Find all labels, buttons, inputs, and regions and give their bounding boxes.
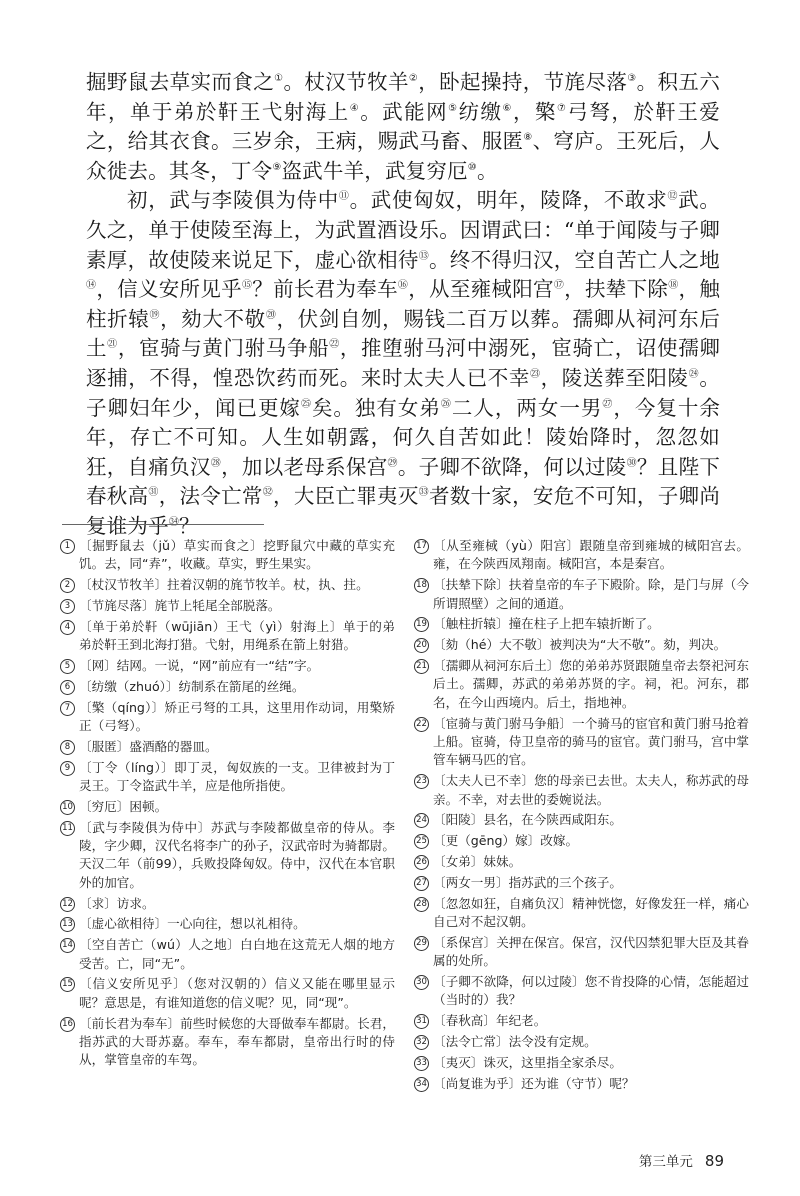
paragraph-2 [86,186,720,541]
text-run: ，今复十余年，存亡不可知。人生如朝露，何久自苦如此！陵始降时，忽忽如狂，自痛负汉 [86,395,721,479]
footnote-text: 〔两女一男〕指苏武的三个孩子。 [433,874,622,890]
footnote-marker: ㉒ [329,339,340,351]
paragraph-1 [86,68,720,186]
footnote-marker: ㉚ [626,457,637,469]
footnote-marker: ⑰ [553,280,565,292]
footnote-number: 16 [60,1017,75,1032]
footnote-item [60,597,395,615]
text-run: ，加以老母系保宫 [221,454,388,479]
footnote-marker: ⑭ [86,280,97,292]
page-number: 89 [704,1152,724,1170]
footnote-item [414,1075,749,1093]
footnote-marker: ④ [349,102,361,114]
text-run: 。积五六年，单于弟於靬王弋射海上 [86,70,721,124]
footnote-item [60,819,395,893]
footnote-number: 32 [414,1035,429,1050]
footnote-item [60,657,395,675]
footnote-text: 〔夷灭〕诛灭，这里指全家杀尽。 [433,1054,622,1070]
text-run: ，卧起操持，节旄尽落 [418,70,628,94]
footnote-text: 〔穷厄〕困顿。 [79,798,168,814]
footnote-text: 〔春秋高〕年纪老。 [433,1013,547,1029]
text-run: 。 [476,158,498,183]
footnote-item [414,895,749,932]
footnote-text: 〔空自苦亡（wú）人之地〕白白地在这荒无人烟的地方受苦。亡，同“无”。 [79,937,395,971]
footnote-number: 29 [414,936,429,951]
footnote-text: 〔节旄尽落〕旄节上牦尾全部脱落。 [79,598,281,613]
footnote-divider [62,524,264,525]
text-run: 初，武与李陵俱为侍中 [127,188,339,213]
footnote-text: 〔服匿〕盛酒酪的器皿。 [79,738,218,754]
footnote-number: 33 [414,1056,429,1071]
footnote-item [60,915,395,933]
footnote-number: 20 [414,638,429,653]
footnote-number: 5 [60,659,75,674]
footnote-item [60,699,395,736]
footnote-text: 〔武与李陵俱为侍中〕苏武与李陵都做皇帝的侍从。李陵，字少卿，汉代名将李广的孙子，汉武帝时为骑都尉。天汉二年（前99），兵败投降匈奴。侍中，汉代在本官职外的加官。 [79,819,395,890]
footnote-text: 〔太夫人已不幸〕您的母亲已去世。太夫人，称苏武的母亲。不幸，对去世的委婉说法。 [433,773,749,807]
footnote-number: 21 [414,659,429,674]
text-run: 掘野鼠去草实而食之 [86,70,275,94]
footnote-marker: ㉑ [107,339,118,351]
footnote-text: 〔触柱折辕〕撞在柱子上把车辕折断了。 [433,616,660,632]
footnote-text: 〔前长君为奉车〕前些时候您的大哥做奉车都尉。长君，指苏武的大哥苏嘉。奉车，奉车都尉，皇帝出行时的侍从，掌管皇帝的车驾。 [79,1015,395,1068]
text-run: 纺缴 [458,99,503,124]
text-run: 、穹庐。王死后，人众徙去。其冬，丁令 [86,129,720,183]
footnote-item [60,618,395,655]
footnote-item [414,874,749,892]
text-run: ，推堕驸马河中溺死，宦骑亡，诏使孺卿逐捕，不得，惶恐饮药而死。来时太夫人已不幸 [86,336,721,390]
footnote-number: 27 [414,876,429,891]
text-run: 弓弩，於靬王爱之，给其衣食。三岁余，王病，赐武马畜、服匿 [86,99,720,154]
footnote-item [414,537,749,574]
footnote-text: 〔劾（hé）大不敬〕被判决为“大不敬”。劾，判决。 [433,637,727,653]
footnote-item [414,853,749,871]
footnote-item [414,973,749,1010]
text-run: ，从至雍棫阳宫 [408,277,554,302]
text-run: ，陵送葬至阳陵 [540,365,689,390]
footnote-number: 8 [60,740,75,755]
footnote-marker: ㉔ [688,369,700,381]
footnote-item [60,975,395,1012]
footnote-text: 〔忽忽如狂，自痛负汉〕精神恍惚，好像发狂一样，痛心自己对不起汉朝。 [433,895,749,930]
footnote-item [414,715,749,770]
footnote-text: 〔求〕访求。 [79,895,155,911]
footnote-marker: ③ [627,73,637,85]
footnote-marker: ㉗ [602,398,614,410]
footnote-item [414,832,749,850]
footnote-item [414,811,749,829]
footnote-text: 〔虚心欲相待〕一心向往，想以礼相待。 [79,916,306,932]
text-run: 。武能网 [360,99,449,124]
footnote-marker: ⑫ [667,191,679,203]
text-run: 者数十家，安危不可知，子卿尚复谁为乎 [86,484,721,538]
footnote-text: 〔扶辇下除〕扶着皇帝的车子下殿阶。除，是门与屏（今所谓照壁）之间的通道。 [433,577,749,611]
footnote-number: 10 [60,800,75,815]
footnote-marker: ① [274,73,284,85]
notes-left-column [60,537,395,1072]
footnote-marker: ㉕ [300,398,312,410]
footnote-number: 7 [60,701,75,716]
text-run: 。子卿妇年少，闻已更嫁 [86,365,721,420]
footnote-marker: ㉖ [440,398,452,410]
footnote-number: 13 [60,917,75,932]
text-run: 。子卿不欲降，何以过陵 [397,454,627,479]
footnote-marker: ⑲ [149,309,161,321]
footnote-number: 2 [60,578,75,593]
footnote-marker: ② [408,73,419,85]
footnote-number: 4 [60,620,75,635]
footnote-number: 18 [414,578,429,593]
text-run: ？ [179,513,200,538]
footnote-number: 14 [60,938,75,953]
footnote-item [414,1012,749,1030]
footnote-text: 〔网〕结网。一说，“网”前应有一“结”字。 [79,658,320,673]
text-run: 。杖汉节牧羊 [283,70,409,94]
text-run: ，大臣亡罪夷灭 [273,484,419,509]
notes-right-column [414,537,749,1095]
footnote-item [414,934,749,971]
footnote-item [60,798,395,816]
footnote-number: 11 [60,821,75,836]
footnote-text: 〔纺缴（zhuó）〕纺制系在箭尾的丝绳。 [79,678,305,694]
footnote-text: 〔丁令（líng）〕即丁灵，匈奴族的一支。卫律被封为丁灵王。丁令盗武牛羊，应是他所指使。 [79,759,395,793]
footnote-marker: ㉘ [210,457,222,469]
footnote-number: 17 [414,539,429,554]
footnote-number: 15 [60,977,75,992]
footnote-item [414,615,749,633]
footnote-marker: ⑤ [448,102,459,114]
footnote-number: 30 [414,975,429,990]
footnote-text: 〔系保宫〕关押在保宫。保宫，汉代囚禁犯罪大臣及其眷属的处所。 [433,934,749,969]
footnote-marker: ⑨ [272,161,282,173]
page-footer [639,1150,724,1170]
footnote-marker: ㉝ [418,487,429,499]
footnote-item [60,936,395,973]
footnote-number: 22 [414,717,429,732]
footnote-item [414,772,749,809]
footnote-text: 〔更（gēng）嫁〕改嫁。 [433,833,579,849]
text-run: 。终不得归汉，空自苦亡人之地 [428,247,720,272]
footnote-item [60,576,395,594]
footnote-marker: ⑧ [523,132,533,144]
footnote-marker: ㉙ [387,457,398,469]
footnote-text: 〔信义安所见乎〕（您对汉朝的）信义又能在哪里显示呢？意思是，有谁知道您的信义呢？见，同“现”。 [79,976,395,1010]
footnote-text: 〔法令亡常〕法令没有定规。 [433,1034,597,1050]
footnote-item [60,895,395,913]
text-run: ，宦骑与黄门驸马争船 [117,336,330,361]
footnote-item [60,738,395,756]
text-run: ，檠 [513,99,557,124]
text-run: 二人，两女一男 [451,395,603,420]
footnote-marker: ⑦ [556,102,568,114]
footnote-text: 〔掘野鼠去（jǔ）草实而食之〕挖野鼠穴中藏的草实充饥。去，同“弆”，收藏。草实，野生果实。 [79,538,395,572]
footnote-number: 24 [414,813,429,828]
footnote-item [414,1033,749,1051]
footnote-marker: ⑬ [418,250,429,262]
footnote-item [414,657,749,712]
text-run: 。武使匈奴，明年，陵降，不敢求 [349,188,668,213]
footnote-number: 28 [414,897,429,912]
text-run: ，扶辇下除 [564,277,669,302]
footnote-text: 〔女弟〕妹妹。 [433,854,522,870]
footnote-text: 〔从至雍棫（yù）阳宫〕跟随皇帝到雍城的棫阳宫去。雍，在今陕西凤翔南。棫阳宫，本是秦宫。 [433,538,749,572]
footnote-text: 〔单于弟於靬（wūjiān）王弋（yì）射海上〕单于的弟弟於靬王到北海打猎。弋射，用绳系在箭上射猎。 [79,618,395,653]
text-run: ，伏剑自刎，赐钱二百万以葬。孺卿从祠河东后土 [86,306,721,361]
footnote-item [414,576,749,613]
footnote-marker: ㉓ [530,369,541,381]
footnote-text: 〔檠（qíng）〕矫正弓弩的工具，这里用作动词，用檠矫正（弓弩）。 [79,699,395,733]
text-run: ，法令亡常 [158,484,263,509]
text-run: 武。久之，单于使陵至海上，为武置酒设乐。因谓武曰：“单于闻陵与子卿素厚，故使陵来说足下，虚心欲相待 [86,188,721,272]
footnote-number: 6 [60,680,75,695]
footnote-item [60,759,395,796]
footnote-item [60,678,395,696]
text-run: ，触柱折辕 [86,277,721,331]
main-text [86,68,720,542]
footnote-number: 23 [414,774,429,789]
footnote-text: 〔杖汉节牧羊〕拄着汉朝的旄节牧羊。杖，执、拄。 [79,577,369,593]
footnote-number: 9 [60,761,75,776]
footnote-marker: ⑳ [265,309,277,321]
footnote-marker: ㉛ [148,487,159,499]
footnote-item [60,1015,395,1070]
footnote-marker: ㉜ [262,487,274,499]
footnote-text: 〔孺卿从祠河东后土〕您的弟弟苏贤跟随皇帝去祭祀河东后土。孺卿，苏武的弟弟苏贤的字。祠，祀。河东，郡名，在今山西境内。后土，指地神。 [433,658,749,710]
footnote-marker: ⑩ [467,161,477,173]
footnote-text: 〔子卿不欲降，何以过陵〕您不肯投降的心情，怎能超过（当时的）我？ [433,974,749,1008]
text-run: ，信义安所见乎 [96,277,242,302]
footnote-number: 3 [60,599,75,614]
text-run: ，劾大不敬 [160,306,266,331]
footnote-number: 34 [414,1077,429,1092]
text-run: ？前长君为奉车 [252,277,398,302]
footnote-number: 26 [414,855,429,870]
footnote-text: 〔尚复谁为乎〕还为谁（守节）呢？ [433,1075,635,1091]
footnote-marker: ⑥ [502,102,513,114]
footnote-item [60,537,395,574]
footnote-number: 25 [414,834,429,849]
footnote-text: 〔宦骑与黄门驸马争船〕一个骑马的宦官和黄门驸马抢着上船。宦骑，侍卫皇帝的骑马的宦官。黄门驸马，宫中掌管车辆马匹的官。 [433,715,749,768]
text-run: ？且陛下春秋高 [86,454,721,509]
unit-label: 第三单元 [638,1154,693,1170]
footnote-marker: ⑯ [397,280,409,292]
footnote-number: 1 [60,539,75,554]
footnote-marker: ⑮ [241,280,253,292]
footnote-item [414,636,749,654]
footnote-text: 〔阳陵〕县名，在今陕西咸阳东。 [433,812,622,828]
text-run: 盗武牛羊，武复穷厄 [281,158,468,183]
footnote-item [414,1054,749,1072]
footnote-number: 19 [414,617,429,632]
footnote-marker: ⑱ [668,280,679,292]
footnote-marker: ⑪ [338,191,350,203]
footnote-marker: ㉞ [168,517,180,529]
text-run: 矣。独有女弟 [311,395,441,420]
footnote-number: 31 [414,1014,429,1029]
footnote-number: 12 [60,897,75,912]
